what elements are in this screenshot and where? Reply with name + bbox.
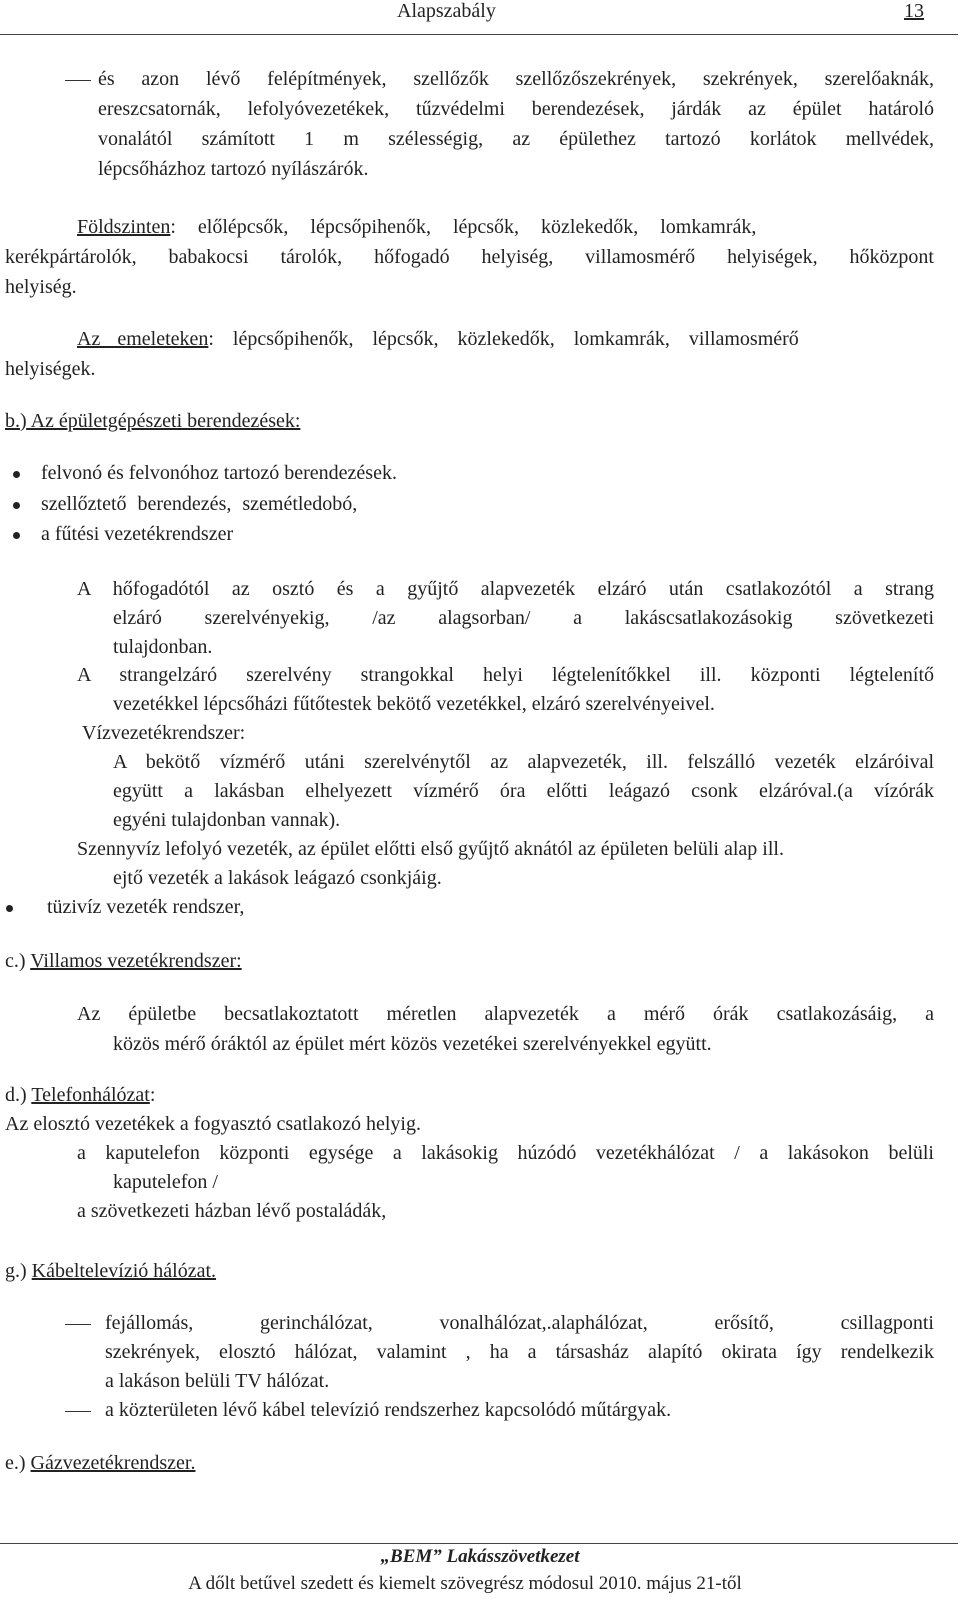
bullet-icon <box>13 532 20 539</box>
dash-marker <box>65 1324 91 1325</box>
intro-line: lépcsőházhoz tartozó nyílászárók. <box>98 158 369 180</box>
section-b-heading <box>5 410 300 433</box>
section-g-title: Kábeltelevízió hálózat. <box>31 1260 217 1282</box>
footer-divider <box>0 1543 958 1544</box>
section-c-title: Villamos vezetékrendszer: <box>30 950 242 972</box>
bullet-item: szellőztető berendezés, szemétledobó, <box>41 493 358 515</box>
upper-floors-line <box>77 328 934 351</box>
cable-tv-line: a közterületen lévő kábel televízió rendszerhez kapcsolódó műtárgyak. <box>105 1399 672 1421</box>
section-b-title: Az épületgépészeti berendezések: <box>26 410 301 432</box>
intro-line: vonalától számított 1 m szélességig, az épülethez tartozó korlátok mellvédek, <box>98 128 934 150</box>
ground-floor-line: helyiség. <box>5 276 77 298</box>
bullet-icon <box>13 471 20 478</box>
water-line: A bekötő vízmérő utáni szerelvénytől az alapvezeték, ill. felszálló vezeték elzáróival <box>113 751 934 773</box>
heating-line: elzáró szerelvényekig, /az alagsorban/ a lakáscsatlakozásokig szövetkezeti <box>113 607 934 629</box>
bullet-icon <box>13 502 20 509</box>
cable-tv-line: fejállomás, gerinchálózat, vonalhálózat,.alaphálózat, erősítő, csillagponti <box>105 1312 934 1334</box>
section-d-title: Telefonhálózat <box>31 1084 150 1106</box>
ground-floor-text: : előlépcsők, lépcsőpihenők, lépcsők, közlekedők, lomkamrák, <box>170 216 757 238</box>
section-d-suffix: : <box>149 1084 156 1106</box>
heating-line: A hőfogadótól az osztó és a gyűjtő alapvezeték elzáró után csatlakozótól a strang <box>77 578 934 600</box>
section-g-heading <box>5 1260 216 1283</box>
dash-marker <box>65 80 91 81</box>
section-g-prefix: g.) <box>5 1260 32 1282</box>
page-number: 13 <box>904 0 924 22</box>
section-d-prefix: d.) <box>5 1084 32 1106</box>
section-e-heading <box>5 1452 195 1475</box>
intro-line: ereszcsatornák, lefolyóvezetékek, tűzvédelmi berendezések, járdák az épület határoló <box>98 98 934 120</box>
ground-floor-label: Földszinten <box>77 216 171 238</box>
section-b-prefix: b.) <box>5 410 27 432</box>
electric-line: közös mérő óráktól az épület mért közös vezetékei szerelvényekkel együtt. <box>113 1033 712 1055</box>
cable-tv-line: szekrények, elosztó hálózat, valamint , ha a társasház alapító okirata így rendelkezik <box>105 1341 934 1363</box>
section-c-heading <box>5 950 242 973</box>
intro-line: és azon lévő felépítmények, szellőzők szellőzőszekrények, szekrények, szerelőaknák, <box>98 68 934 90</box>
bullet-item: felvonó és felvonóhoz tartozó berendezések. <box>41 462 397 484</box>
telephone-line: Az elosztó vezetékek a fogyasztó csatlakozó helyig. <box>5 1113 421 1135</box>
footer-note: A dőlt betűvel szedett és kiemelt szövegrész módosul 2010. május 21-től <box>188 1573 742 1594</box>
header-divider <box>0 34 958 35</box>
section-e-title: Gázvezetékrendszer. <box>30 1452 196 1474</box>
section-e-prefix: e.) <box>5 1452 31 1474</box>
section-d-heading <box>5 1084 155 1107</box>
electric-line: Az épületbe becsatlakoztatott méretlen alapvezeték a mérő órák csatlakozásáig, a <box>77 1003 934 1025</box>
upper-floors-line: helyiségek. <box>5 358 96 380</box>
ground-floor-line: kerékpártárolók, babakocsi tárolók, hőfogadó helyiség, villamosmérő helyiségek, hőközpont <box>5 246 934 268</box>
upper-floors-text: : lépcsőpihenők, lépcsők, közlekedők, lomkamrák, villamosmérő <box>208 328 799 350</box>
water-title: Vízvezetékrendszer: <box>82 722 246 744</box>
header-title: Alapszabály <box>397 0 496 22</box>
upper-floors-label: Az emeleteken <box>77 328 209 350</box>
sewage-line: ejtő vezeték a lakások leágazó csonkjáig. <box>113 867 442 889</box>
water-line: egyéni tulajdonban vannak). <box>113 809 341 831</box>
cable-tv-line: a lakáson belüli TV hálózat. <box>105 1370 330 1392</box>
sewage-line: Szennyvíz lefolyó vezeték, az épület előtti első gyűjtő aknától az épületen belüli alap ill. <box>77 838 784 860</box>
telephone-line: kaputelefon / <box>113 1171 218 1193</box>
footer-org: „BEM” Lakásszövetkezet <box>380 1546 580 1567</box>
ground-floor-line <box>77 216 934 239</box>
fire-water-item: tüzivíz vezeték rendszer, <box>47 896 245 918</box>
telephone-line: a szövetkezeti házban lévő postaládák, <box>77 1200 387 1222</box>
heating-line: A strangelzáró szerelvény strangokkal helyi légtelenítőkkel ill. központi légtelenítő <box>77 664 934 686</box>
bullet-icon <box>6 905 13 912</box>
bullet-item: a fűtési vezetékrendszer <box>41 523 234 545</box>
heating-line: vezetékkel lépcsőházi fűtőtestek bekötő vezetékkel, elzáró szerelvényeivel. <box>113 693 715 715</box>
heating-line: tulajdonban. <box>113 636 213 658</box>
water-line: együtt a lakásban elhelyezett vízmérő óra előtti leágazó csonk elzáróval.(a vízórák <box>113 780 934 802</box>
dash-marker <box>65 1411 91 1412</box>
section-c-prefix: c.) <box>5 950 31 972</box>
telephone-line: a kaputelefon központi egysége a lakásokig húzódó vezetékhálózat / a lakásokon belüli <box>77 1142 934 1164</box>
